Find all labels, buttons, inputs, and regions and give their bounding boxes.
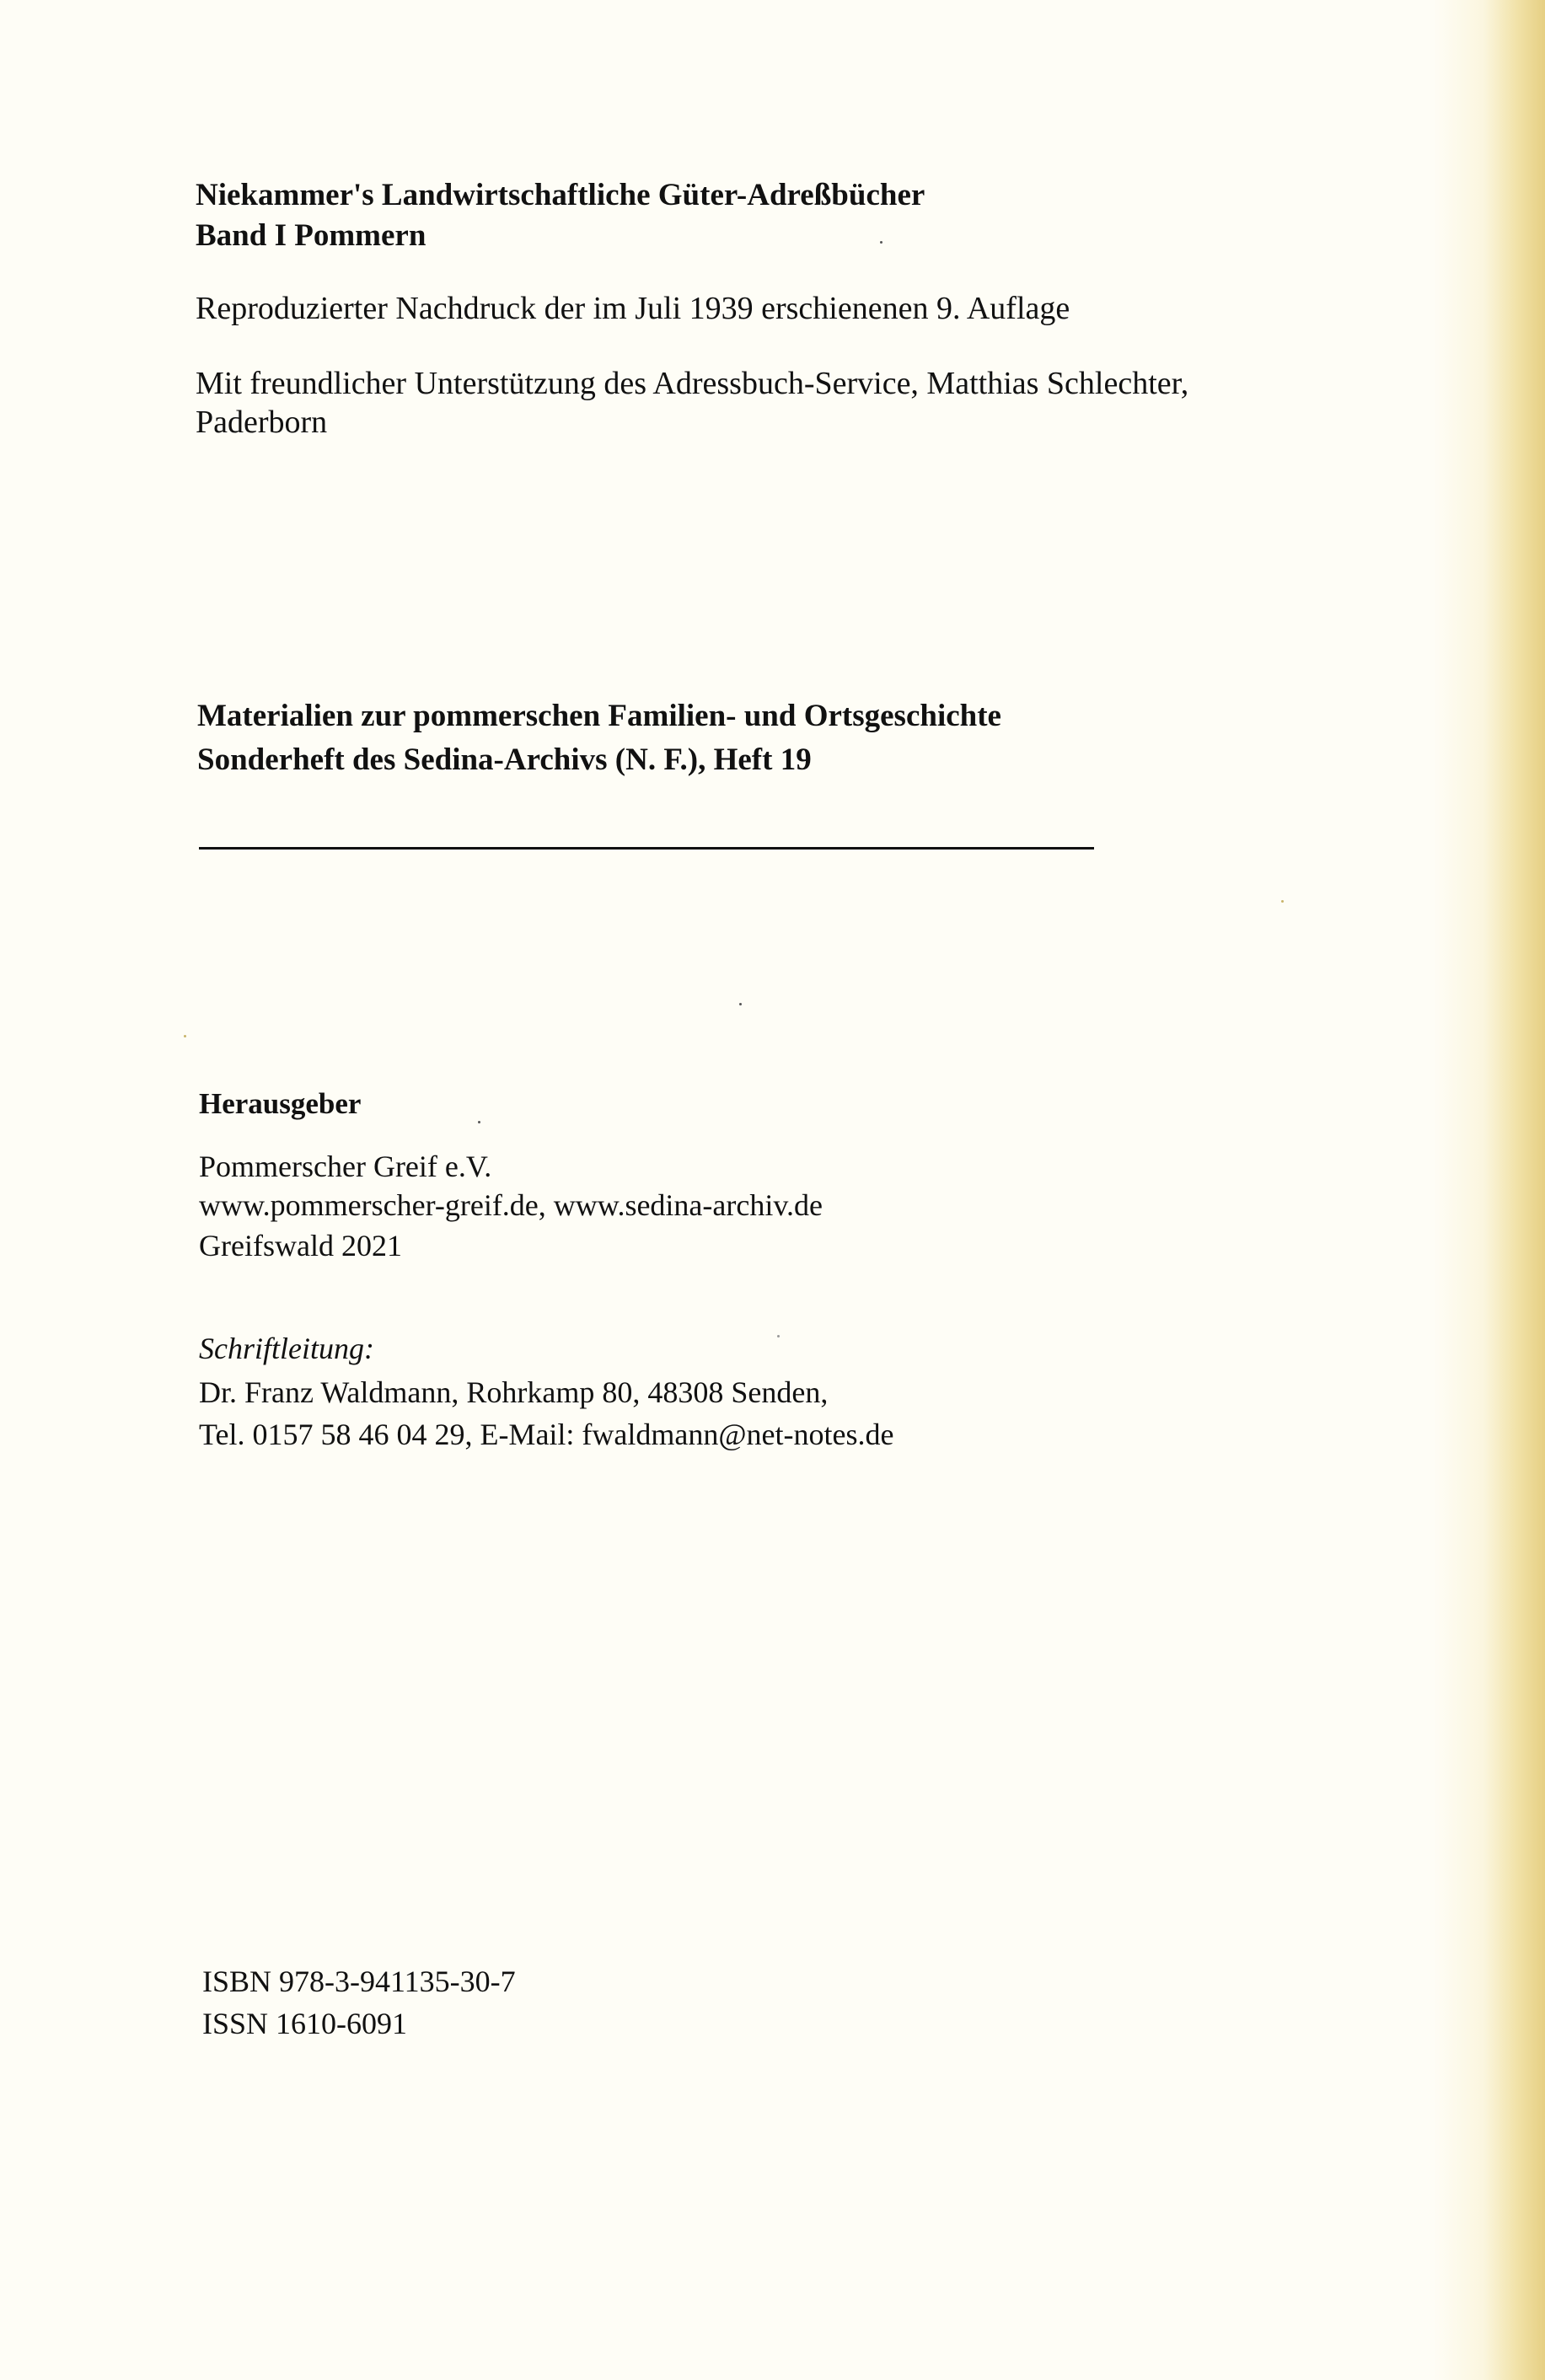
support-note-line-2: Paderborn bbox=[196, 405, 328, 440]
isbn: ISBN 978-3-941135-30-7 bbox=[202, 1965, 516, 1998]
paper-speck bbox=[1281, 900, 1284, 903]
editor-block bbox=[199, 1328, 893, 1455]
book-title: Niekammer's Landwirtschaftliche Güter-Adreßbücher bbox=[196, 178, 925, 212]
paper-speck bbox=[880, 241, 882, 244]
editor-address: Dr. Franz Waldmann, Rohrkamp 80, 48308 Senden, bbox=[199, 1375, 829, 1409]
paper-speck bbox=[478, 1121, 480, 1123]
editor-heading: Schriftleitung: bbox=[199, 1332, 374, 1365]
publisher-websites: www.pommerscher-greif.de, www.sedina-archiv.de bbox=[199, 1188, 823, 1222]
editor-contact: Tel. 0157 58 46 04 29, E-Mail: fwaldmann@net-notes.de bbox=[199, 1418, 894, 1451]
reprint-note-block bbox=[196, 288, 1070, 329]
series-title: Materialien zur pommerschen Familien- und Ortsgeschichte bbox=[197, 699, 1001, 733]
support-note-line-1: Mit freundlicher Unterstützung des Adressbuch-Service, Matthias Schlechter, bbox=[196, 366, 1189, 401]
publisher-name: Pommerscher Greif e.V. bbox=[199, 1150, 492, 1183]
issn: ISSN 1610-6091 bbox=[202, 2007, 408, 2040]
paper-speck bbox=[777, 1335, 780, 1337]
volume-title: Band I Pommern bbox=[196, 218, 426, 253]
series-block bbox=[197, 696, 1001, 780]
title-block bbox=[196, 175, 925, 256]
publisher-place-year: Greifswald 2021 bbox=[199, 1229, 402, 1262]
series-issue: Sonderheft des Sedina-Archivs (N. F.), Heft 19 bbox=[197, 742, 812, 777]
identifiers-block bbox=[202, 1961, 516, 2044]
support-note-block bbox=[196, 363, 1188, 442]
horizontal-rule bbox=[199, 847, 1094, 850]
publisher-heading: Herausgeber bbox=[199, 1087, 362, 1120]
publisher-block bbox=[199, 1084, 823, 1266]
paper-speck bbox=[184, 1035, 186, 1037]
reprint-note: Reproduzierter Nachdruck der im Juli 1939 erschienenen 9. Auflage bbox=[196, 291, 1070, 326]
paper-speck bbox=[739, 1003, 742, 1005]
